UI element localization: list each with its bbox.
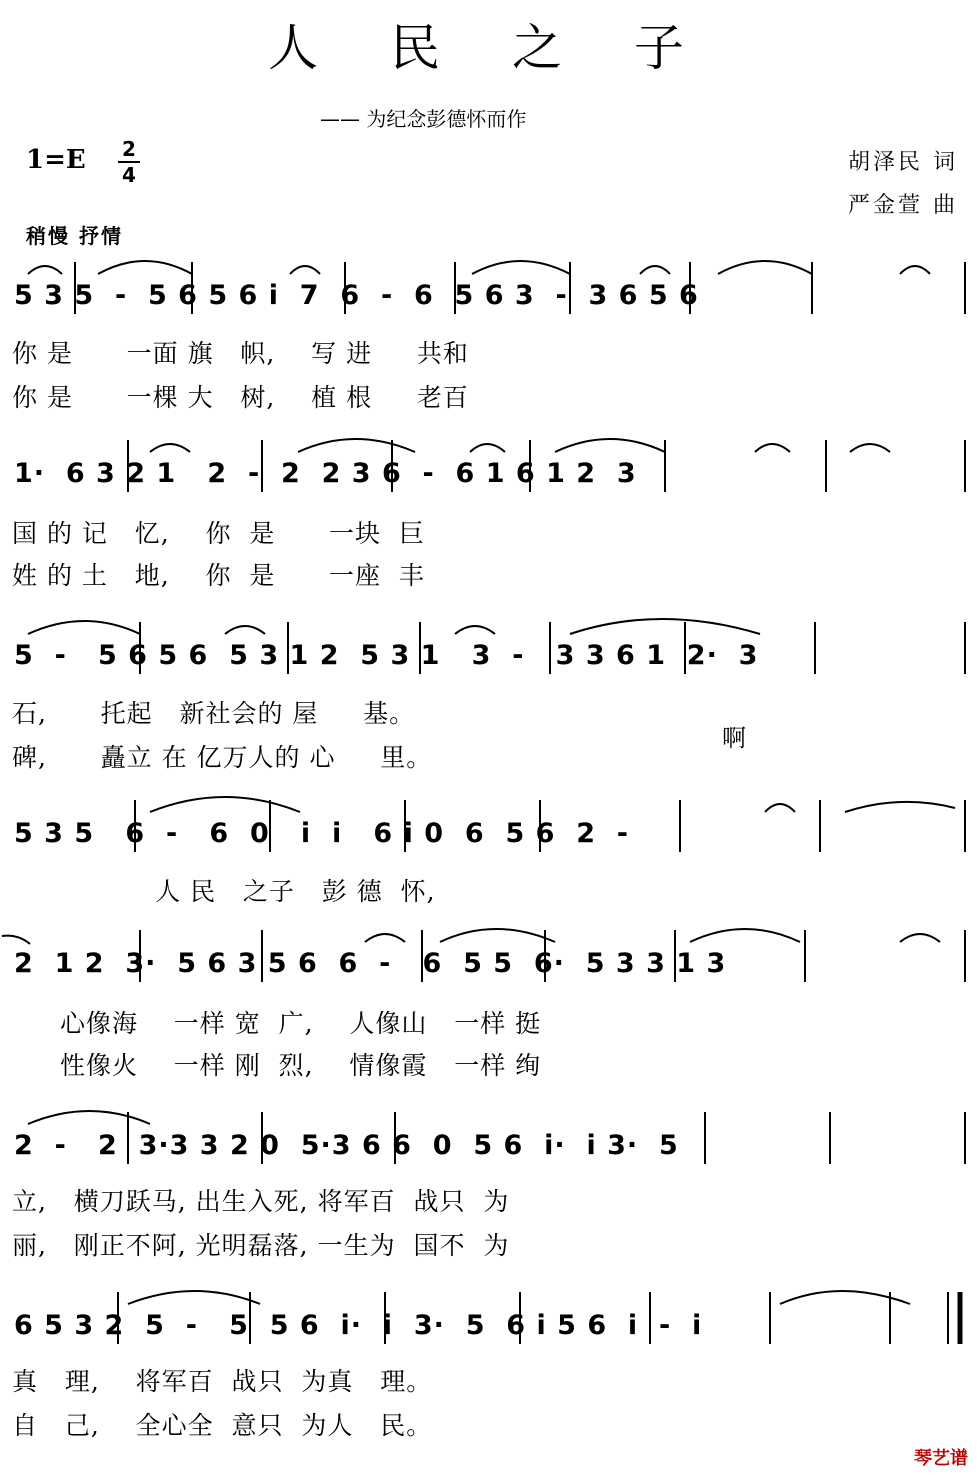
lyric-6-verse-2: 丽, 刚正不阿, 光明磊落, 一生为 国不 为 xyxy=(12,1231,510,1260)
key-signature: 1=E xyxy=(26,145,86,175)
lyric-4: 人 民 之子 彭 德 怀, xyxy=(12,877,436,906)
lyric-5-verse-1: 心像海 一样 宽 广, 人像山 一样 挺 xyxy=(60,1009,542,1038)
notes-line-2: 1· 6 3 2 1 2 - 2 2 3 6 - 6 1 6 1 2 3 xyxy=(14,458,637,489)
lyric-2-verse-2: 姓 的 土 地, 你 是 一座 丰 xyxy=(12,561,425,590)
notes-line-1: 5 3 5 - 5 6 5 6 i 7 6 - 6 5 6 3 - 3 6 5 6 xyxy=(14,280,699,311)
interjection: 啊 xyxy=(722,724,746,752)
notation-system-2 xyxy=(0,440,980,500)
lyric-3-verse-2: 碑, 矗立 在 亿万人的 心 里。 xyxy=(12,743,433,772)
time-signature xyxy=(118,138,140,186)
time-sig-bottom: 4 xyxy=(122,163,136,187)
notation-system-3 xyxy=(0,622,980,682)
lyric-7-verse-1: 真 理, 将军百 战只 为真 理。 xyxy=(12,1367,433,1396)
notation-system-4 xyxy=(0,800,980,860)
lyric-1-verse-1: 你 是 一面 旗 帜, 写 进 共和 xyxy=(12,339,469,368)
notation-system-7 xyxy=(0,1292,980,1352)
lyric-7-verse-2: 自 己, 全心全 意只 为人 民。 xyxy=(12,1411,433,1440)
notes-line-6: 2 - 2 3·3 3 2 0 5·3 6 6 0 5 6 i· i 3· 5 xyxy=(14,1130,679,1161)
lyric-5-verse-2: 性像火 一样 刚 烈, 情像霞 一样 绚 xyxy=(60,1051,542,1080)
notation-system-6 xyxy=(0,1112,980,1172)
notes-line-4: 5 3 5 6 - 6 0 i i 6 i 0 6 5 6 2 - xyxy=(14,818,630,849)
lyric-3-verse-1: 石, 托起 新社会的 屋 基。 xyxy=(12,699,416,728)
lyric-2-verse-1: 国 的 记 忆, 你 是 一块 巨 xyxy=(12,519,425,548)
lyric-1-verse-2: 你 是 一棵 大 树, 植 根 老百 xyxy=(12,383,469,412)
composer-credit: 严金萱 曲 xyxy=(848,193,958,218)
tempo-marking: 稍慢 抒情 xyxy=(26,224,123,248)
subtitle: —— 为纪念彭德怀而作 xyxy=(320,107,527,131)
notes-line-7: 6 5 3 2 5 - 5 5 6 i· i 3· 5 6 i 5 6 i - i xyxy=(14,1310,703,1341)
notation-system-1 xyxy=(0,262,980,322)
time-sig-top: 2 xyxy=(122,137,136,161)
song-title: 人 民 之 子 xyxy=(268,19,712,77)
watermark-logo: 琴艺谱 xyxy=(914,1448,968,1469)
notation-system-5 xyxy=(0,930,980,990)
notes-line-5: 2 1 2 3· 5 6 3 5 6 6 - 6 5 5 6· 5 3 3 1 3 xyxy=(14,948,727,979)
lyricist-credit: 胡泽民 词 xyxy=(848,150,958,175)
notes-line-3: 5 - 5 6 5 6 5 3 1 2 5 3 1 3 - 3 3 6 1 2· 3 xyxy=(14,640,759,671)
lyric-6-verse-1: 立, 横刀跃马, 出生入死, 将军百 战只 为 xyxy=(12,1187,510,1216)
